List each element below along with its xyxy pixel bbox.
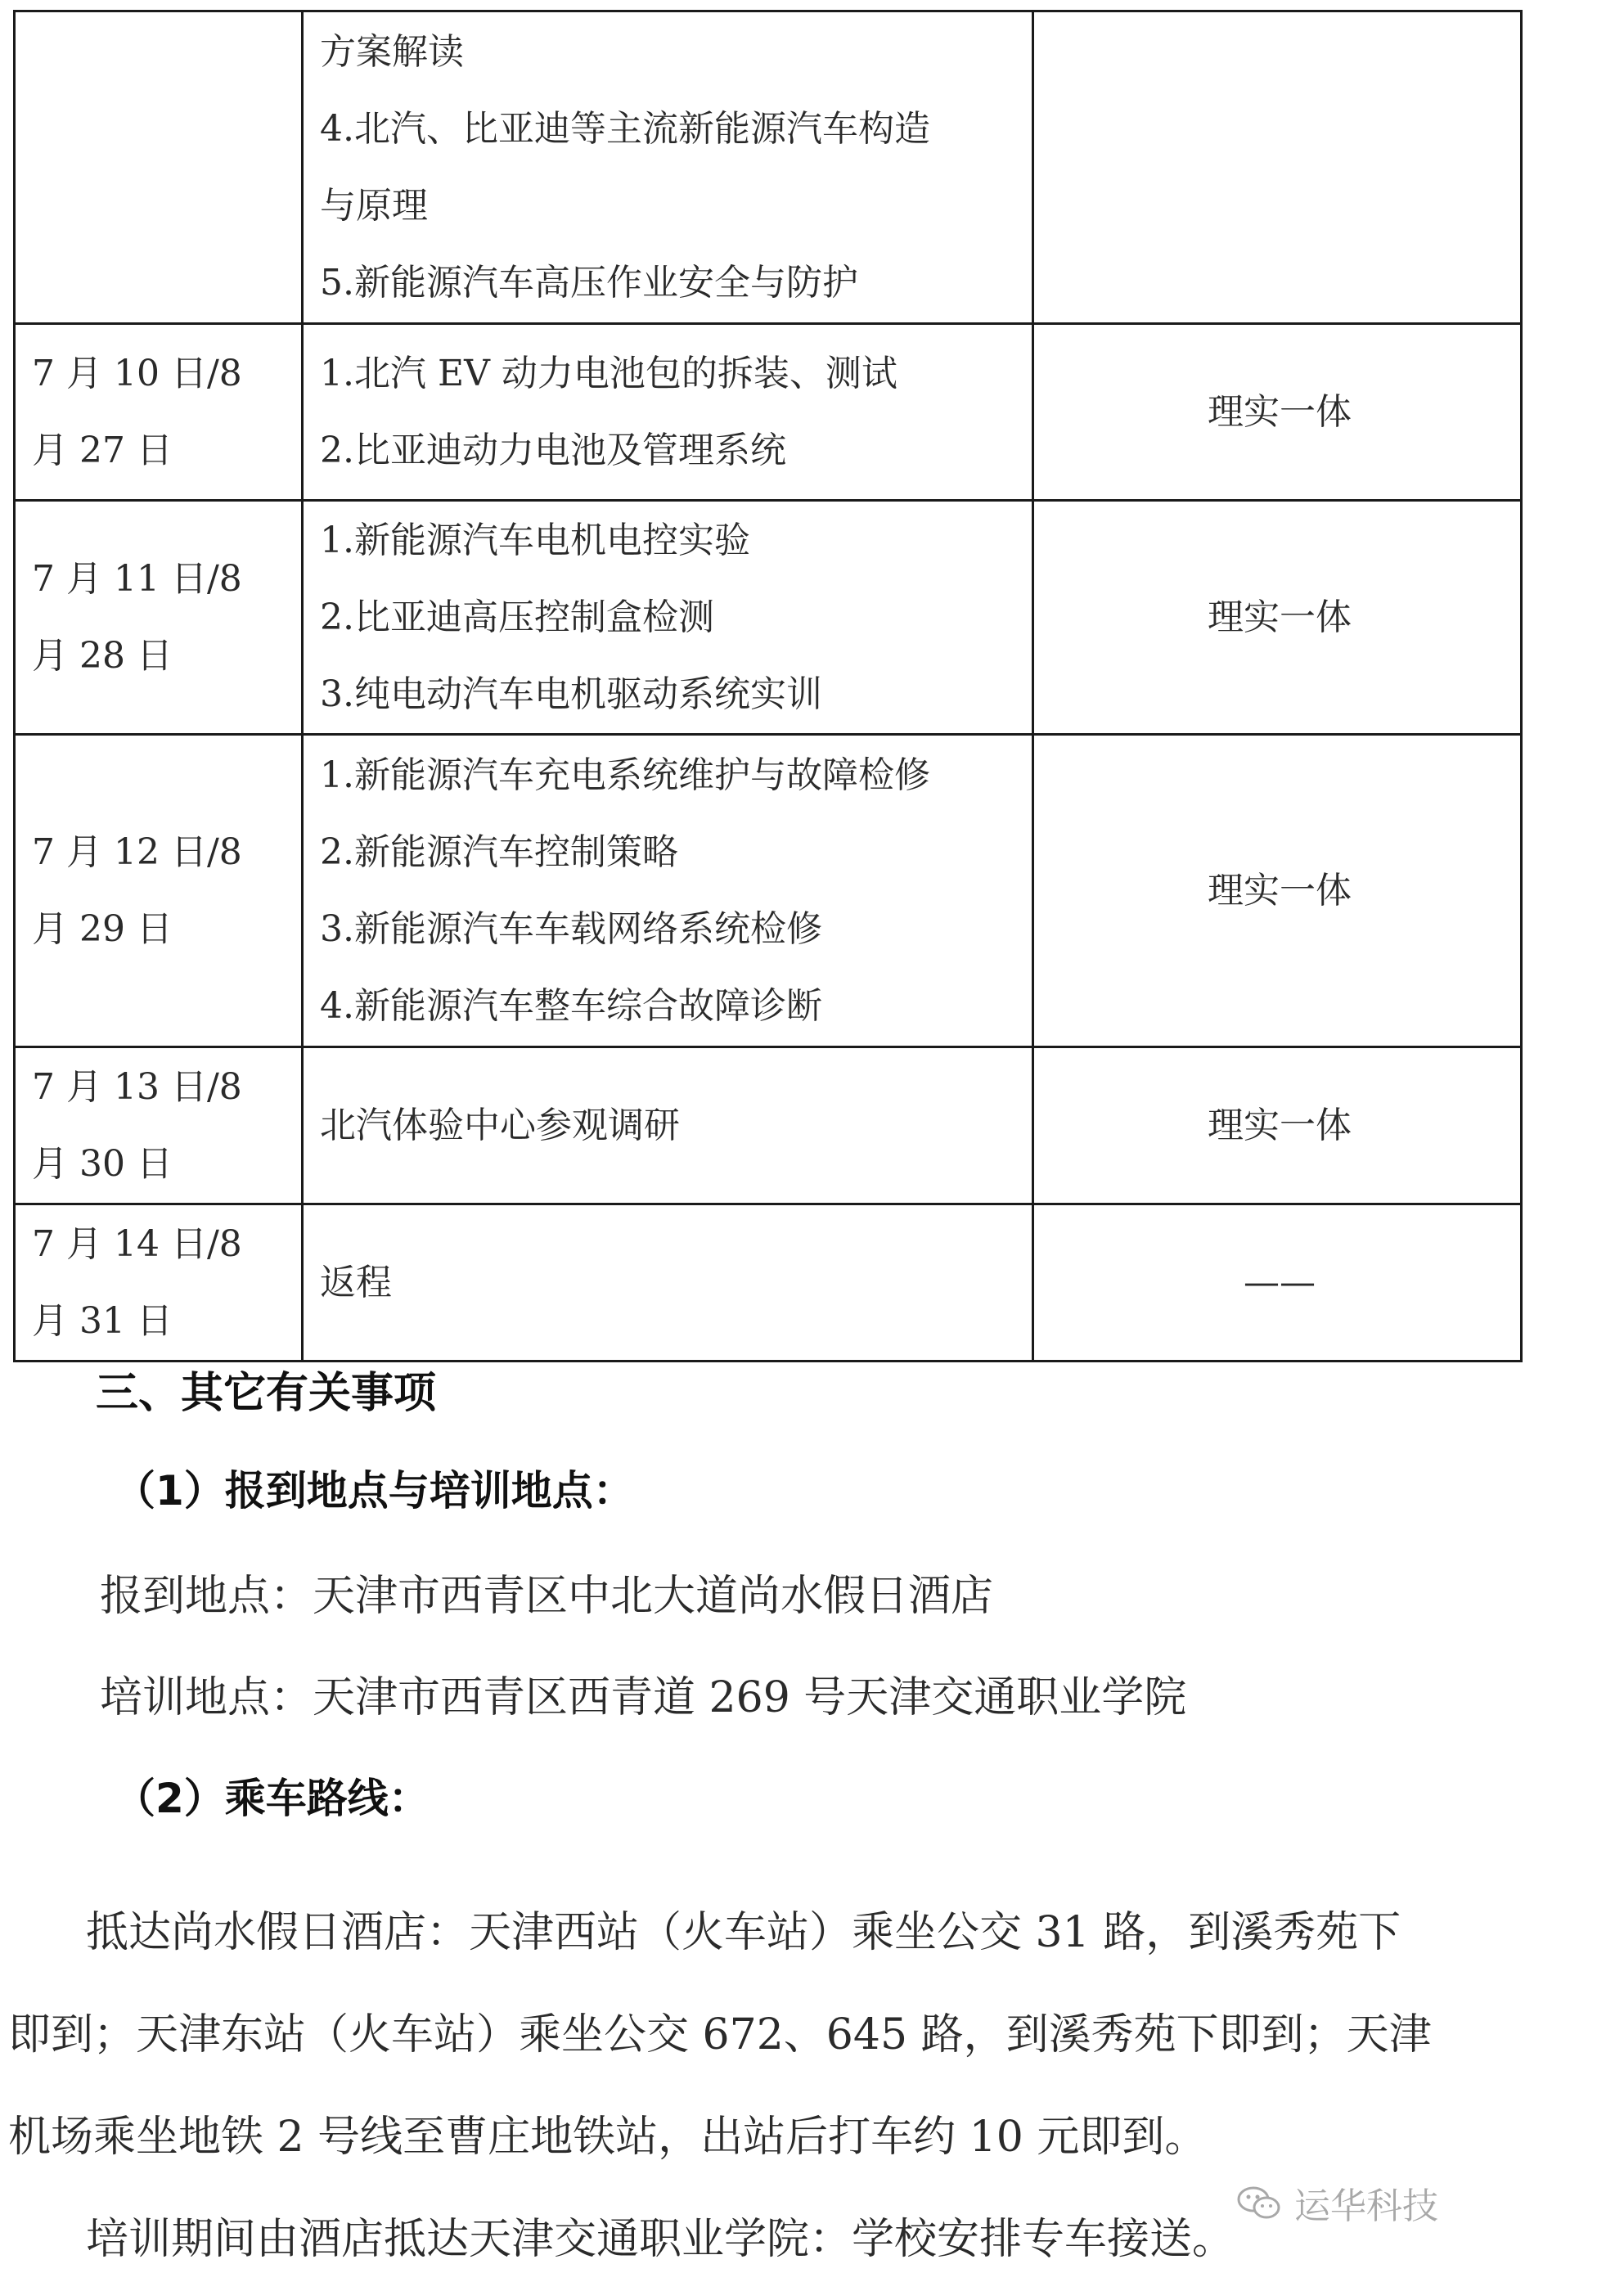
content-line: 2.比亚迪高压控制盒检测 [320,596,714,638]
route-line-2: 即到；天津东站（火车站）乘坐公交 672、645 路，到溪秀苑下即到；天津 [8,2010,1432,2059]
schedule-date-cell [15,1047,303,1204]
date-line: 月 29 日 [32,907,173,950]
mode-label: —— [1244,1261,1316,1303]
schedule-row [15,1047,1522,1204]
content-line: 3.纯电动汽车电机驱动系统实训 [320,673,822,715]
content-line: 3.新能源汽车车载网络系统检修 [320,907,822,950]
content-line: 1.新能源汽车充电系统维护与故障检修 [320,754,930,796]
content-line: 返程 [320,1261,392,1303]
schedule-mode-cell [1033,1047,1522,1204]
schedule-date-cell [15,735,303,1047]
schedule-content-cell [303,1204,1033,1362]
date-line: 月 28 日 [32,634,173,677]
content-line: 4.北汽、比亚迪等主流新能源汽车构造 [320,107,930,150]
schedule-content-cell [303,735,1033,1047]
content-line: 2.新能源汽车控制策略 [320,830,678,873]
schedule-row [15,1204,1522,1362]
content-line: 1.北汽 EV 动力电池包的拆装、测试 [320,352,897,394]
subheading-route: （2）乘车路线： [115,1775,430,1822]
date-line: 7 月 11 日/8 [32,557,242,600]
schedule-date-cell [15,501,303,735]
schedule-body [15,11,1522,1362]
schedule-content-cell [303,11,1033,324]
content-line: 5.新能源汽车高压作业安全与防护 [320,261,858,304]
wechat-icon [1235,2183,1283,2222]
section-heading: 三、其它有关事项 [96,1369,437,1418]
mode-label: 理实一体 [1208,869,1352,911]
date-line: 7 月 10 日/8 [32,352,242,394]
subheading-locations: （1）报到地点与培训地点： [115,1467,634,1515]
content-line: 北汽体验中心参观调研 [320,1104,680,1146]
route-line-3: 机场乘坐地铁 2 号线至曹庄地铁站，出站后打车约 10 元即到。 [8,2113,1208,2162]
date-line: 月 31 日 [32,1299,173,1342]
date-line: 7 月 13 日/8 [32,1065,242,1108]
schedule-row [15,11,1522,324]
training-schedule-table [13,10,1523,1362]
schedule-mode-cell [1033,324,1522,501]
mode-label: 理实一体 [1208,596,1352,638]
schedule-date-cell [15,324,303,501]
mode-label: 理实一体 [1208,390,1352,433]
content-line: 1.新能源汽车电机电控实验 [320,519,750,561]
content-line: 与原理 [320,184,428,227]
schedule-mode-cell [1033,501,1522,735]
content-line: 4.新能源汽车整车综合故障诊断 [320,984,822,1027]
date-line: 月 30 日 [32,1142,173,1185]
schedule-content-cell [303,1047,1033,1204]
schedule-date-cell [15,11,303,324]
schedule-row [15,501,1522,735]
schedule-mode-cell [1033,1204,1522,1362]
watermark [1235,2176,1438,2229]
watermark-text: 运华科技 [1294,2185,1438,2227]
report-location: 报到地点：天津市西青区中北大道尚水假日酒店 [100,1572,994,1621]
content-line: 2.比亚迪动力电池及管理系统 [320,429,786,471]
shuttle-text: 培训期间由酒店抵达天津交通职业学院：学校安排专车接送。 [86,2215,1235,2264]
training-location: 培训地点：天津市西青区西青道 269 号天津交通职业学院 [100,1673,1187,1722]
schedule-row [15,735,1522,1047]
route-line-1 [8,1882,1530,1984]
route-text-1: 抵达尚水假日酒店：天津西站（火车站）乘坐公交 31 路，到溪秀苑下 [86,1908,1401,1957]
schedule-row [15,324,1522,501]
date-line: 月 27 日 [32,429,173,471]
schedule-mode-cell [1033,735,1522,1047]
date-line: 7 月 14 日/8 [32,1222,242,1265]
date-line: 7 月 12 日/8 [32,830,242,873]
schedule-content-cell [303,501,1033,735]
content-line: 方案解读 [320,30,464,73]
schedule-mode-cell [1033,11,1522,324]
route-paragraph [8,1882,1530,2291]
schedule-content-cell [303,324,1033,501]
mode-label: 理实一体 [1208,1104,1352,1146]
schedule-date-cell [15,1204,303,1362]
